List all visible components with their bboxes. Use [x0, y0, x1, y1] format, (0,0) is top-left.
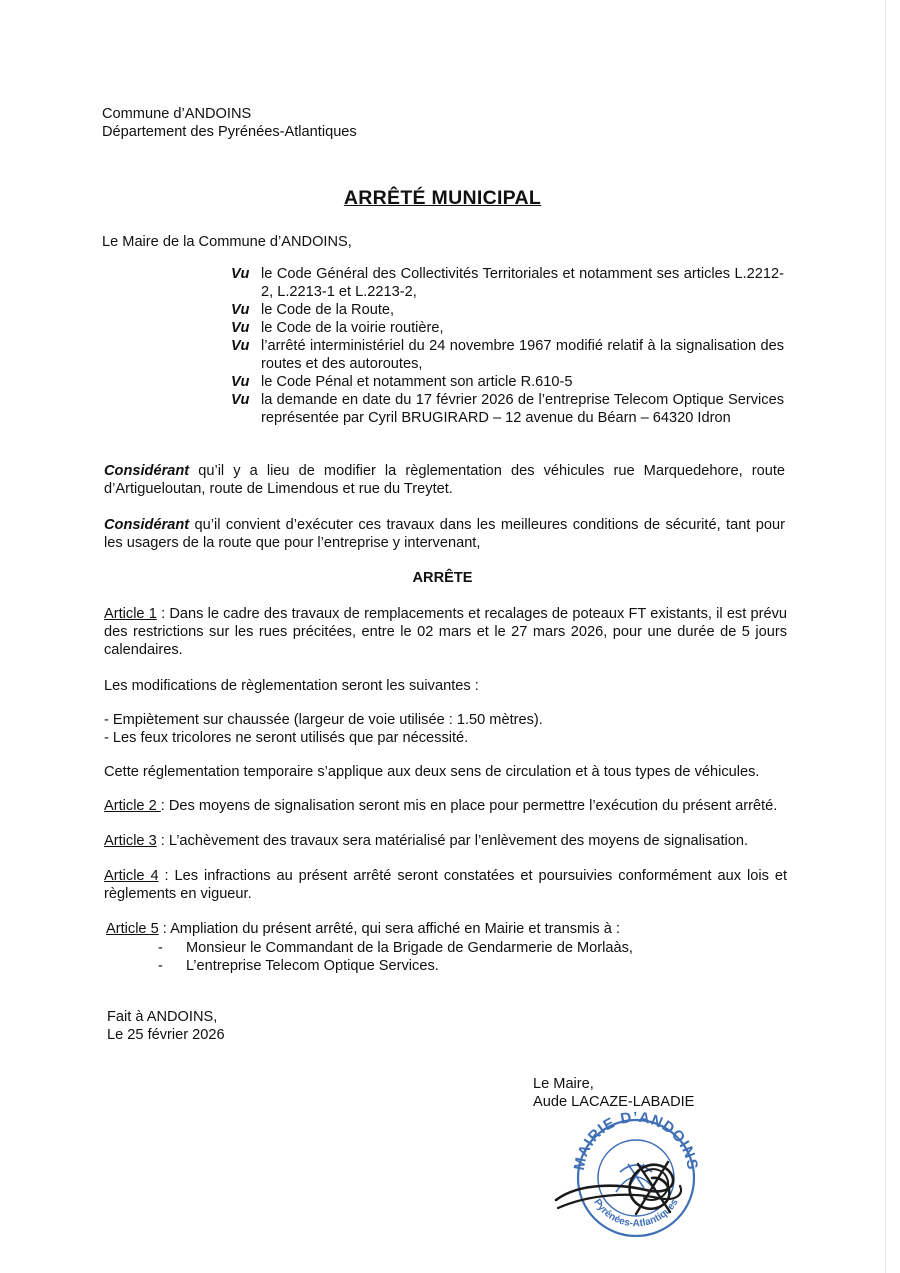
recipient-item [158, 957, 633, 975]
mayor-block [533, 1075, 694, 1111]
document-title: ARRÊTÉ MUNICIPAL [343, 187, 542, 209]
considerant-keyword: Considérant [104, 517, 190, 533]
article-text: : Ampliation du présent arrêté, qui sera affiché en Mairie et transmis à : [158, 921, 621, 937]
article-text: : Les infractions au présent arrêté seront constatées et poursuivies conformément aux lois et règlements en vigueur. [104, 868, 787, 902]
considerant-text: qu’il y a lieu de modifier la règlementation des véhicules rue Marquedehore, route d’Artigueloutan, route de Limendous et rue du Treytet. [104, 463, 785, 497]
temporary-note: Cette réglementation temporaire s’applique aux deux sens de circulation et à tous types de véhicules. [104, 764, 760, 780]
article-label: Article 3 [104, 833, 157, 849]
article-label: Article 4 [104, 868, 159, 884]
recipient-dash: - [158, 940, 163, 956]
vu-item [231, 319, 784, 337]
vu-keyword: Vu [231, 266, 250, 282]
modifications-list [104, 711, 787, 747]
vu-text: le Code Général des Collectivités Territoriales et notamment ses articles L.2212-2, L.2213-1 et L.2213-2, [261, 266, 784, 300]
recipient-text: L’entreprise Telecom Optique Services. [186, 958, 439, 974]
recipient-dash: - [158, 958, 163, 974]
vu-keyword: Vu [231, 392, 250, 408]
vu-text: le Code Pénal et notamment son article R.610-5 [261, 374, 573, 390]
header-block [102, 105, 357, 141]
article-text: : Dans le cadre des travaux de remplacements et recalages de poteaux FT existants, il est prévu des restrictions sur les rues précitées, entre le 02 mars et le 27 mars 2026, pour une durée de 5 jours calendaires. [104, 606, 787, 658]
modification-item: - Empiètement sur chaussée (largeur de voie utilisée : 1.50 mètres). [104, 712, 543, 728]
commune-name: Commune d’ANDOINS [102, 106, 252, 122]
considerant-keyword: Considérant [104, 463, 190, 479]
considerant-1 [104, 462, 785, 498]
vu-keyword: Vu [231, 320, 250, 336]
article-1 [104, 605, 787, 659]
article-label: Article 1 [104, 606, 157, 622]
vu-item [231, 265, 784, 301]
vu-list [231, 265, 784, 427]
article-5 [106, 920, 789, 938]
recipient-item [158, 939, 633, 957]
vu-text: le Code de la voirie routière, [261, 320, 444, 336]
departement-name: Département des Pyrénées-Atlantiques [102, 124, 357, 140]
vu-keyword: Vu [231, 374, 250, 390]
article-2 [104, 797, 804, 815]
page-edge [885, 0, 886, 1273]
considerant-text: qu’il convient d’exécuter ces travaux dans les meilleures conditions de sécurité, tant pour les usagers de la route que pour l’entreprise y intervenant, [104, 517, 785, 551]
article-3 [104, 832, 804, 850]
mairie-stamp-and-signature [550, 1112, 710, 1237]
signoff-date: Le 25 février 2026 [107, 1027, 225, 1043]
article-label: Article 2 [104, 798, 161, 814]
article-text: : L’achèvement des travaux sera matérialisé par l’enlèvement des moyens de signalisation. [156, 833, 749, 849]
modification-item: - Les feux tricolores ne seront utilisés que par nécessité. [104, 730, 469, 746]
article-text: : Des moyens de signalisation seront mis en place pour permettre l’exécution du présent arrêté. [160, 798, 778, 814]
vu-keyword: Vu [231, 302, 250, 318]
considerant-2 [104, 516, 785, 552]
recipient-text: Monsieur le Commandant de la Brigade de Gendarmerie de Morlaàs, [186, 940, 633, 956]
mayor-title: Le Maire, [533, 1076, 594, 1092]
mayor-name: Aude LACAZE-LABADIE [533, 1094, 695, 1110]
arrete-heading: ARRÊTE [412, 570, 473, 586]
article-label: Article 5 [106, 921, 159, 937]
vu-item [231, 337, 784, 373]
vu-item [231, 301, 784, 319]
article-4 [104, 867, 787, 903]
vu-text: la demande en date du 17 février 2026 de l’entreprise Telecom Optique Services représentée par Cyril BRUGIRARD – 12 avenue du Béarn – 64320 Idron [261, 392, 784, 426]
svg-text:MAIRIE D’ANDOINS: MAIRIE D’ANDOINS [570, 1112, 702, 1172]
recipients-list [158, 939, 633, 975]
vu-text: l’arrêté interministériel du 24 novembre 1967 modifié relatif à la signalisation des routes et des autoroutes, [261, 338, 784, 372]
signoff-block [107, 1008, 225, 1044]
intro-line: Le Maire de la Commune d’ANDOINS, [102, 234, 352, 250]
signoff-place: Fait à ANDOINS, [107, 1009, 218, 1025]
vu-keyword: Vu [231, 338, 250, 354]
vu-item [231, 391, 784, 427]
vu-text: le Code de la Route, [261, 302, 395, 318]
modifications-intro: Les modifications de règlementation seront les suivantes : [104, 678, 479, 694]
svg-text:Pyrénées-Atlantiques: Pyrénées-Atlantiques [591, 1197, 681, 1230]
vu-item [231, 373, 784, 391]
